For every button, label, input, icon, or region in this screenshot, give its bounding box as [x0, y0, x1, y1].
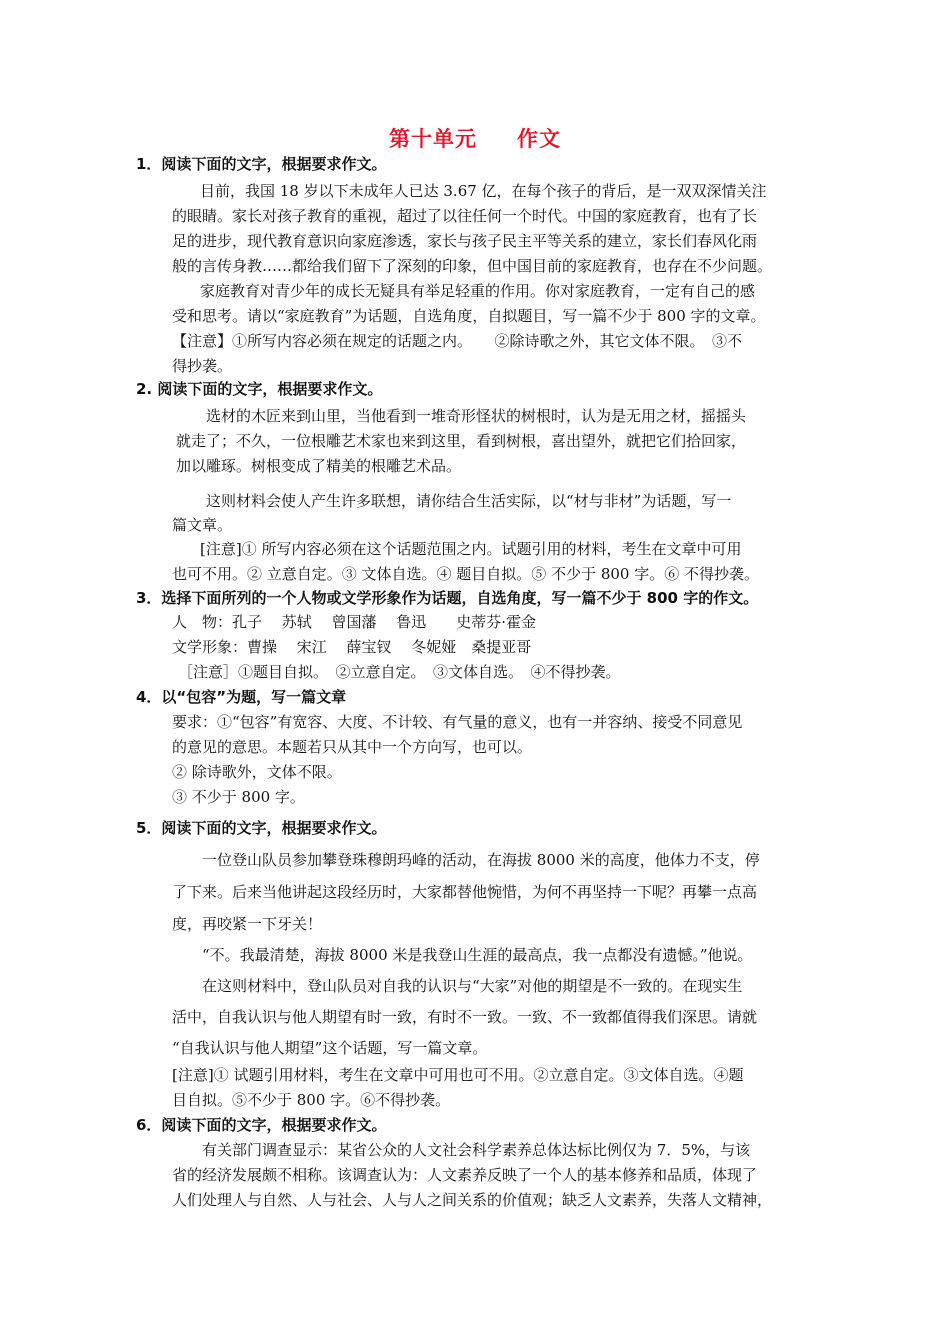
q2-line: 也可不用。② 立意自定。③ 文体自选。④ 题目自拟。⑤ 不少于 800 字。⑥ 不得抄袭。 [172, 565, 760, 583]
q5-line: [注意]① 试题引用材料，考生在文章中可用也可不用。②立意自定。③文体自选。④题 [172, 1066, 744, 1084]
q6-line: 有关部门调查显示：某省公众的人文社会科学素养总体达标比例仅为 7．5%，与该 [202, 1141, 751, 1159]
q1-line: 得抄袭。 [172, 357, 233, 375]
q1-line: 般的言传身教……都给我们留下了深刻的印象，但中国目前的家庭教育，也存在不少问题。 [172, 257, 773, 275]
q4-line: ③ 不少于 800 字。 [172, 788, 305, 806]
question-3-heading: 3．选择下面所列的一个人物或文学形象作为话题，自选角度，写一篇不少于 800 字的作文。 [136, 589, 759, 607]
q3-line: 人 物：孔子 苏轼 曾国藩 鲁迅 史蒂芬·霍金 [172, 613, 537, 631]
q3-line: ［注意］①题目自拟。 ②立意自定。 ③文体自选。 ④不得抄袭。 [178, 663, 621, 681]
q1-line: 家庭教育对青少年的成长无疑具有举足轻重的作用。你对家庭教育，一定有自己的感 [200, 282, 756, 300]
page-title [0, 123, 950, 153]
q2-line: 选材的木匠来到山里，当他看到一堆奇形怪状的树根时，认为是无用之材，摇摇头 [206, 407, 747, 425]
question-6-heading: 6．阅读下面的文字，根据要求作文。 [136, 1116, 387, 1134]
q1-line: 【注意】①所写内容必须在规定的话题之内。 ②除诗歌之外，其它文体不限。 ③不 [172, 332, 743, 350]
q2-line: 这则材料会使人产生许多联想，请你结合生活实际，以“材与非材”为话题，写一 [206, 492, 732, 510]
q2-line: 篇文章。 [172, 516, 233, 534]
q5-line: “不。我最清楚，海拔 8000 米是我登山生涯的最高点，我一点都没有遗憾。”他说。 [202, 946, 753, 964]
q5-line: “自我认识与他人期望”这个话题，写一篇文章。 [172, 1039, 488, 1057]
q6-line: 省的经济发展颇不相称。该调查认为：人文素养反映了一个人的基本修养和品质，体现了 [172, 1166, 758, 1184]
q2-line: [注意]① 所写内容必须在这个话题范围之内。试题引用的材料，考生在文章中可用 [200, 540, 742, 558]
q4-line: 的意见的意思。本题若只从其中一个方向写，也可以。 [172, 738, 533, 756]
q5-line: 一位登山队员参加攀登珠穆朗玛峰的活动，在海拔 8000 米的高度，他体力不支，停 [202, 851, 760, 869]
q2-line: 就走了；不久，一位根雕艺术家也来到这里，看到树根，喜出望外，就把它们拾回家， [176, 432, 747, 450]
q2-line: 加以雕琢。树根变成了精美的根雕艺术品。 [176, 457, 462, 475]
q1-line: 受和思考。请以“家庭教育”为话题，自选角度，自拟题目，写一篇不少于 800 字的文章。 [172, 307, 766, 325]
q4-line: ② 除诗歌外，文体不限。 [172, 763, 342, 781]
q5-line: 度，再咬紧一下牙关！ [172, 915, 323, 933]
q5-line: 目自拟。⑤不少于 800 字。⑥不得抄袭。 [172, 1091, 451, 1109]
q5-line: 活中，自我认识与他人期望有时一致，有时不一致。一致、不一致都值得我们深思。请就 [172, 1008, 758, 1026]
q1-line: 的眼睛。家长对孩子教育的重视，超过了以往任何一个时代。中国的家庭教育，也有了长 [172, 207, 758, 225]
q3-line: 文学形象：曹操 宋江 薛宝钗 冬妮娅 桑提亚哥 [172, 638, 532, 656]
q5-line: 了下来。后来当他讲起这段经历时，大家都替他惋惜，为何不再坚持一下呢？再攀一点高 [172, 883, 758, 901]
title-topic: 作文 [517, 127, 561, 151]
q1-line: 目前，我国 18 岁以下未成年人已达 3.67 亿，在每个孩子的背后，是一双双深情关注 [200, 182, 767, 200]
question-4-heading: 4．以“包容”为题，写一篇文章 [136, 688, 347, 706]
q5-line: 在这则材料中，登山队员对自我的认识与“大家”对他的期望是不一致的。在现实生 [202, 977, 743, 995]
q1-line: 足的进步，现代教育意识向家庭渗透，家长与孩子民主平等关系的建立，家长们春风化雨 [172, 232, 758, 250]
q6-line: 人们处理人与自然、人与社会、人与人之间关系的价值观；缺乏人文素养，失落人文精神， [172, 1191, 773, 1209]
q4-line: 要求：①“包容”有宽容、大度、不计较、有气量的意义，也有一并容纳、接受不同意见 [172, 713, 743, 731]
title-unit: 第十单元 [389, 127, 477, 151]
question-2-heading: 2. 阅读下面的文字，根据要求作文。 [136, 380, 383, 398]
question-5-heading: 5．阅读下面的文字，根据要求作文。 [136, 819, 387, 837]
question-1-heading: 1．阅读下面的文字，根据要求作文。 [136, 155, 387, 173]
